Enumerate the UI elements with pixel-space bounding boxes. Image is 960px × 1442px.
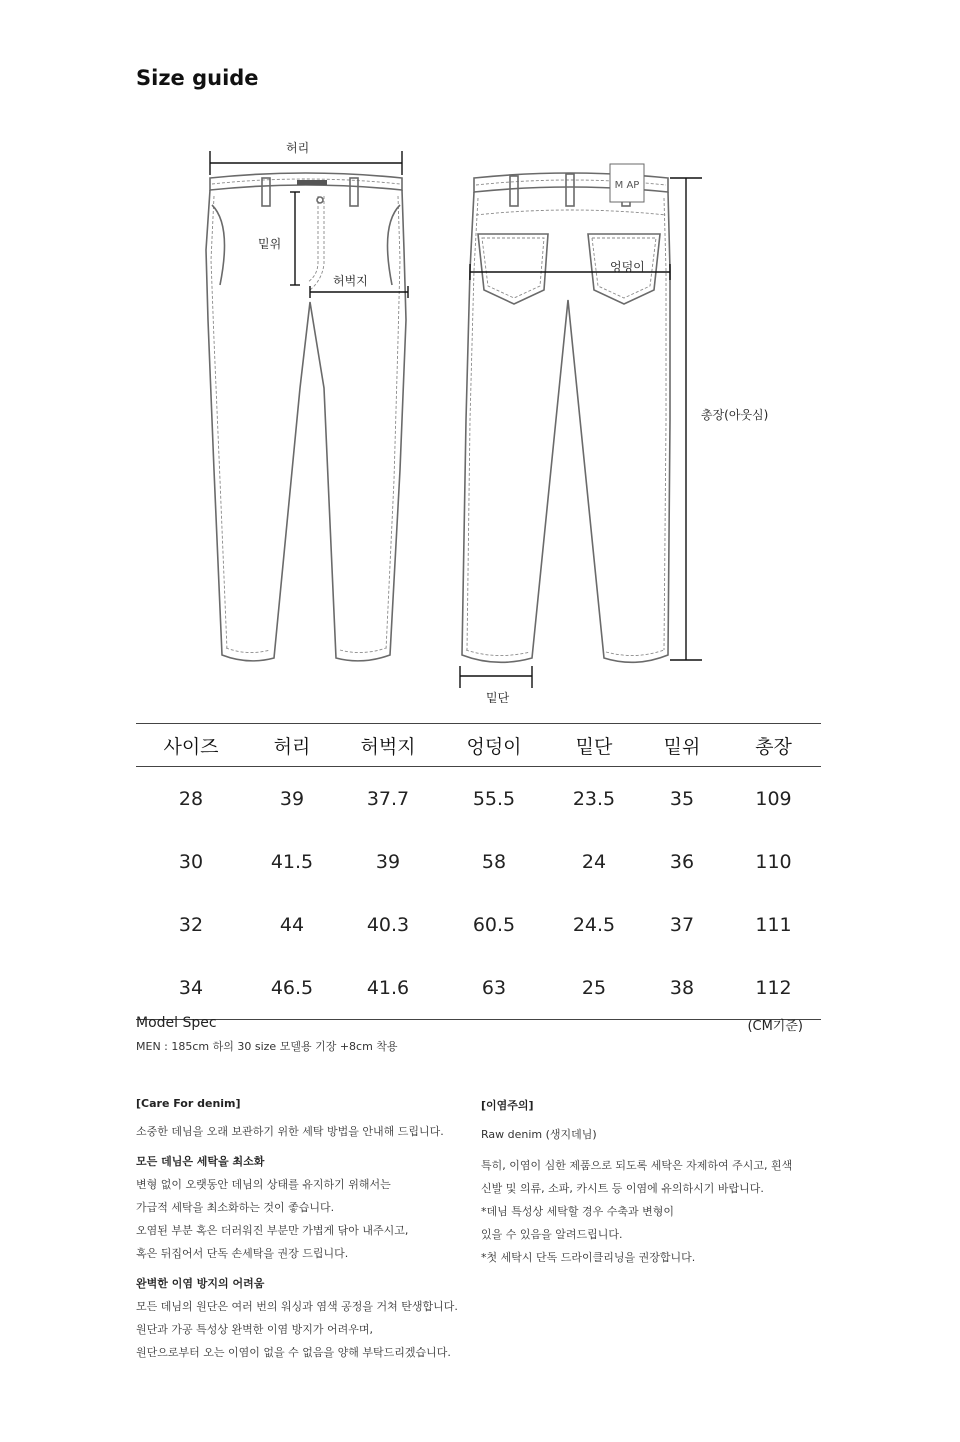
label-length: 총장(아웃심) <box>701 408 769 422</box>
cell-thigh: 41.6 <box>338 956 438 1020</box>
page-title: Size guide <box>136 66 259 90</box>
table-row <box>136 767 821 831</box>
label-rise: 밑위 <box>258 237 282 251</box>
care-sec2-line: 원단으로부터 오는 이염이 없을 수 없음을 양해 부탁드리겠습니다. <box>136 1346 451 1359</box>
header-thigh: 허벅지 <box>338 724 438 767</box>
cell-waist: 44 <box>279 913 305 936</box>
header-length: 총장 <box>726 724 821 767</box>
care-sec2-line: 모든 데님의 원단은 여러 번의 워싱과 염색 공정을 거쳐 탄생합니다. <box>136 1300 458 1313</box>
header-rise: 밑위 <box>638 724 726 767</box>
care-heading: [Care For denim] <box>136 1097 241 1110</box>
cell-hip: 63 <box>438 956 550 1020</box>
pants-illustration <box>0 0 960 720</box>
cell-hem: 24 <box>581 850 607 873</box>
header-size: 사이즈 <box>136 724 246 767</box>
header-hip: 엉덩이 <box>438 724 550 767</box>
cell-size: 34 <box>136 956 246 1020</box>
cell-thigh: 37.7 <box>366 787 410 810</box>
cell-length: 112 <box>726 956 821 1020</box>
cell-size: 32 <box>178 913 204 936</box>
cell-length: 111 <box>755 913 792 936</box>
cell-rise: 36 <box>669 850 695 873</box>
size-table <box>136 723 821 1020</box>
cell-rise: 38 <box>638 956 726 1020</box>
cell-hip: 60.5 <box>472 913 516 936</box>
pants-diagram <box>0 0 960 720</box>
dye-line: 있을 수 있음을 알려드립니다. <box>481 1228 623 1241</box>
care-sec1-title: 모든 데님은 세탁을 최소화 <box>136 1155 265 1168</box>
table-row <box>136 893 821 956</box>
care-section <box>136 1097 496 1364</box>
cell-hem: 23.5 <box>572 787 616 810</box>
dye-line: 특히, 이염이 심한 제품으로 되도록 세탁은 자제하여 주시고, 흰색 <box>481 1159 793 1172</box>
care-intro: 소중한 데님을 오래 보관하기 위한 세탁 방법을 안내해 드립니다. <box>136 1125 444 1138</box>
care-sec2-title: 완벽한 이염 방지의 어려움 <box>136 1277 265 1290</box>
header-waist: 허리 <box>246 724 338 767</box>
dye-line: 신발 및 의류, 소파, 카시트 등 이염에 유의하시기 바랍니다. <box>481 1182 764 1195</box>
logo-patch-text: M AP <box>614 180 640 191</box>
cell-waist: 46.5 <box>246 956 338 1020</box>
cell-size: 30 <box>178 850 204 873</box>
cell-length: 110 <box>755 850 792 873</box>
measurement-lines <box>210 151 702 688</box>
cell-thigh: 39 <box>375 850 401 873</box>
label-thigh: 허벅지 <box>333 274 368 288</box>
cell-rise: 37 <box>669 913 695 936</box>
front-pants-drawing <box>206 173 406 661</box>
care-sec1-line: 변형 없이 오랫동안 데님의 상태를 유지하기 위해서는 <box>136 1178 391 1191</box>
back-pants-drawing <box>462 164 670 662</box>
model-spec-title: Model Spec <box>136 1015 217 1031</box>
dye-section <box>481 1097 841 1269</box>
table-row <box>136 956 821 1020</box>
unit-note: (CM기준) <box>747 1019 803 1034</box>
table-row <box>136 830 821 893</box>
cell-waist: 41.5 <box>270 850 314 873</box>
care-sec2-line: 원단과 가공 특성상 완벽한 이염 방지가 어려우며, <box>136 1323 373 1336</box>
care-sec1-line: 혹은 뒤집어서 단독 손세탁을 권장 드립니다. <box>136 1247 349 1260</box>
care-sec1-line: 오염된 부분 혹은 더러워진 부분만 가볍게 닦아 내주시고, <box>136 1224 409 1237</box>
model-spec-text: MEN : 185cm 하의 30 size 모델용 기장 +8cm 착용 <box>136 1040 398 1053</box>
table-header-row <box>136 724 821 767</box>
label-hem: 밑단 <box>486 691 510 705</box>
cell-hem: 24.5 <box>572 913 616 936</box>
cell-rise: 35 <box>669 787 695 810</box>
dye-heading: [이염주의] <box>481 1099 534 1112</box>
cell-hem: 25 <box>550 956 638 1020</box>
label-hip: 엉덩이 <box>610 260 645 274</box>
cell-hip: 58 <box>481 850 507 873</box>
care-sec1-line: 가급적 세탁을 최소화하는 것이 좋습니다. <box>136 1201 335 1214</box>
cell-hip: 55.5 <box>472 787 516 810</box>
cell-length: 109 <box>755 787 792 810</box>
dye-line: *데님 특성상 세탁할 경우 수축과 변형이 <box>481 1205 674 1218</box>
dye-intro: Raw denim (생지데님) <box>481 1128 597 1141</box>
cell-waist: 39 <box>279 787 305 810</box>
dye-line: *첫 세탁시 단독 드라이클리닝을 권장합니다. <box>481 1251 696 1264</box>
cell-thigh: 40.3 <box>366 913 410 936</box>
cell-size: 28 <box>178 787 204 810</box>
label-waist: 허리 <box>286 141 310 155</box>
header-hem: 밑단 <box>550 724 638 767</box>
